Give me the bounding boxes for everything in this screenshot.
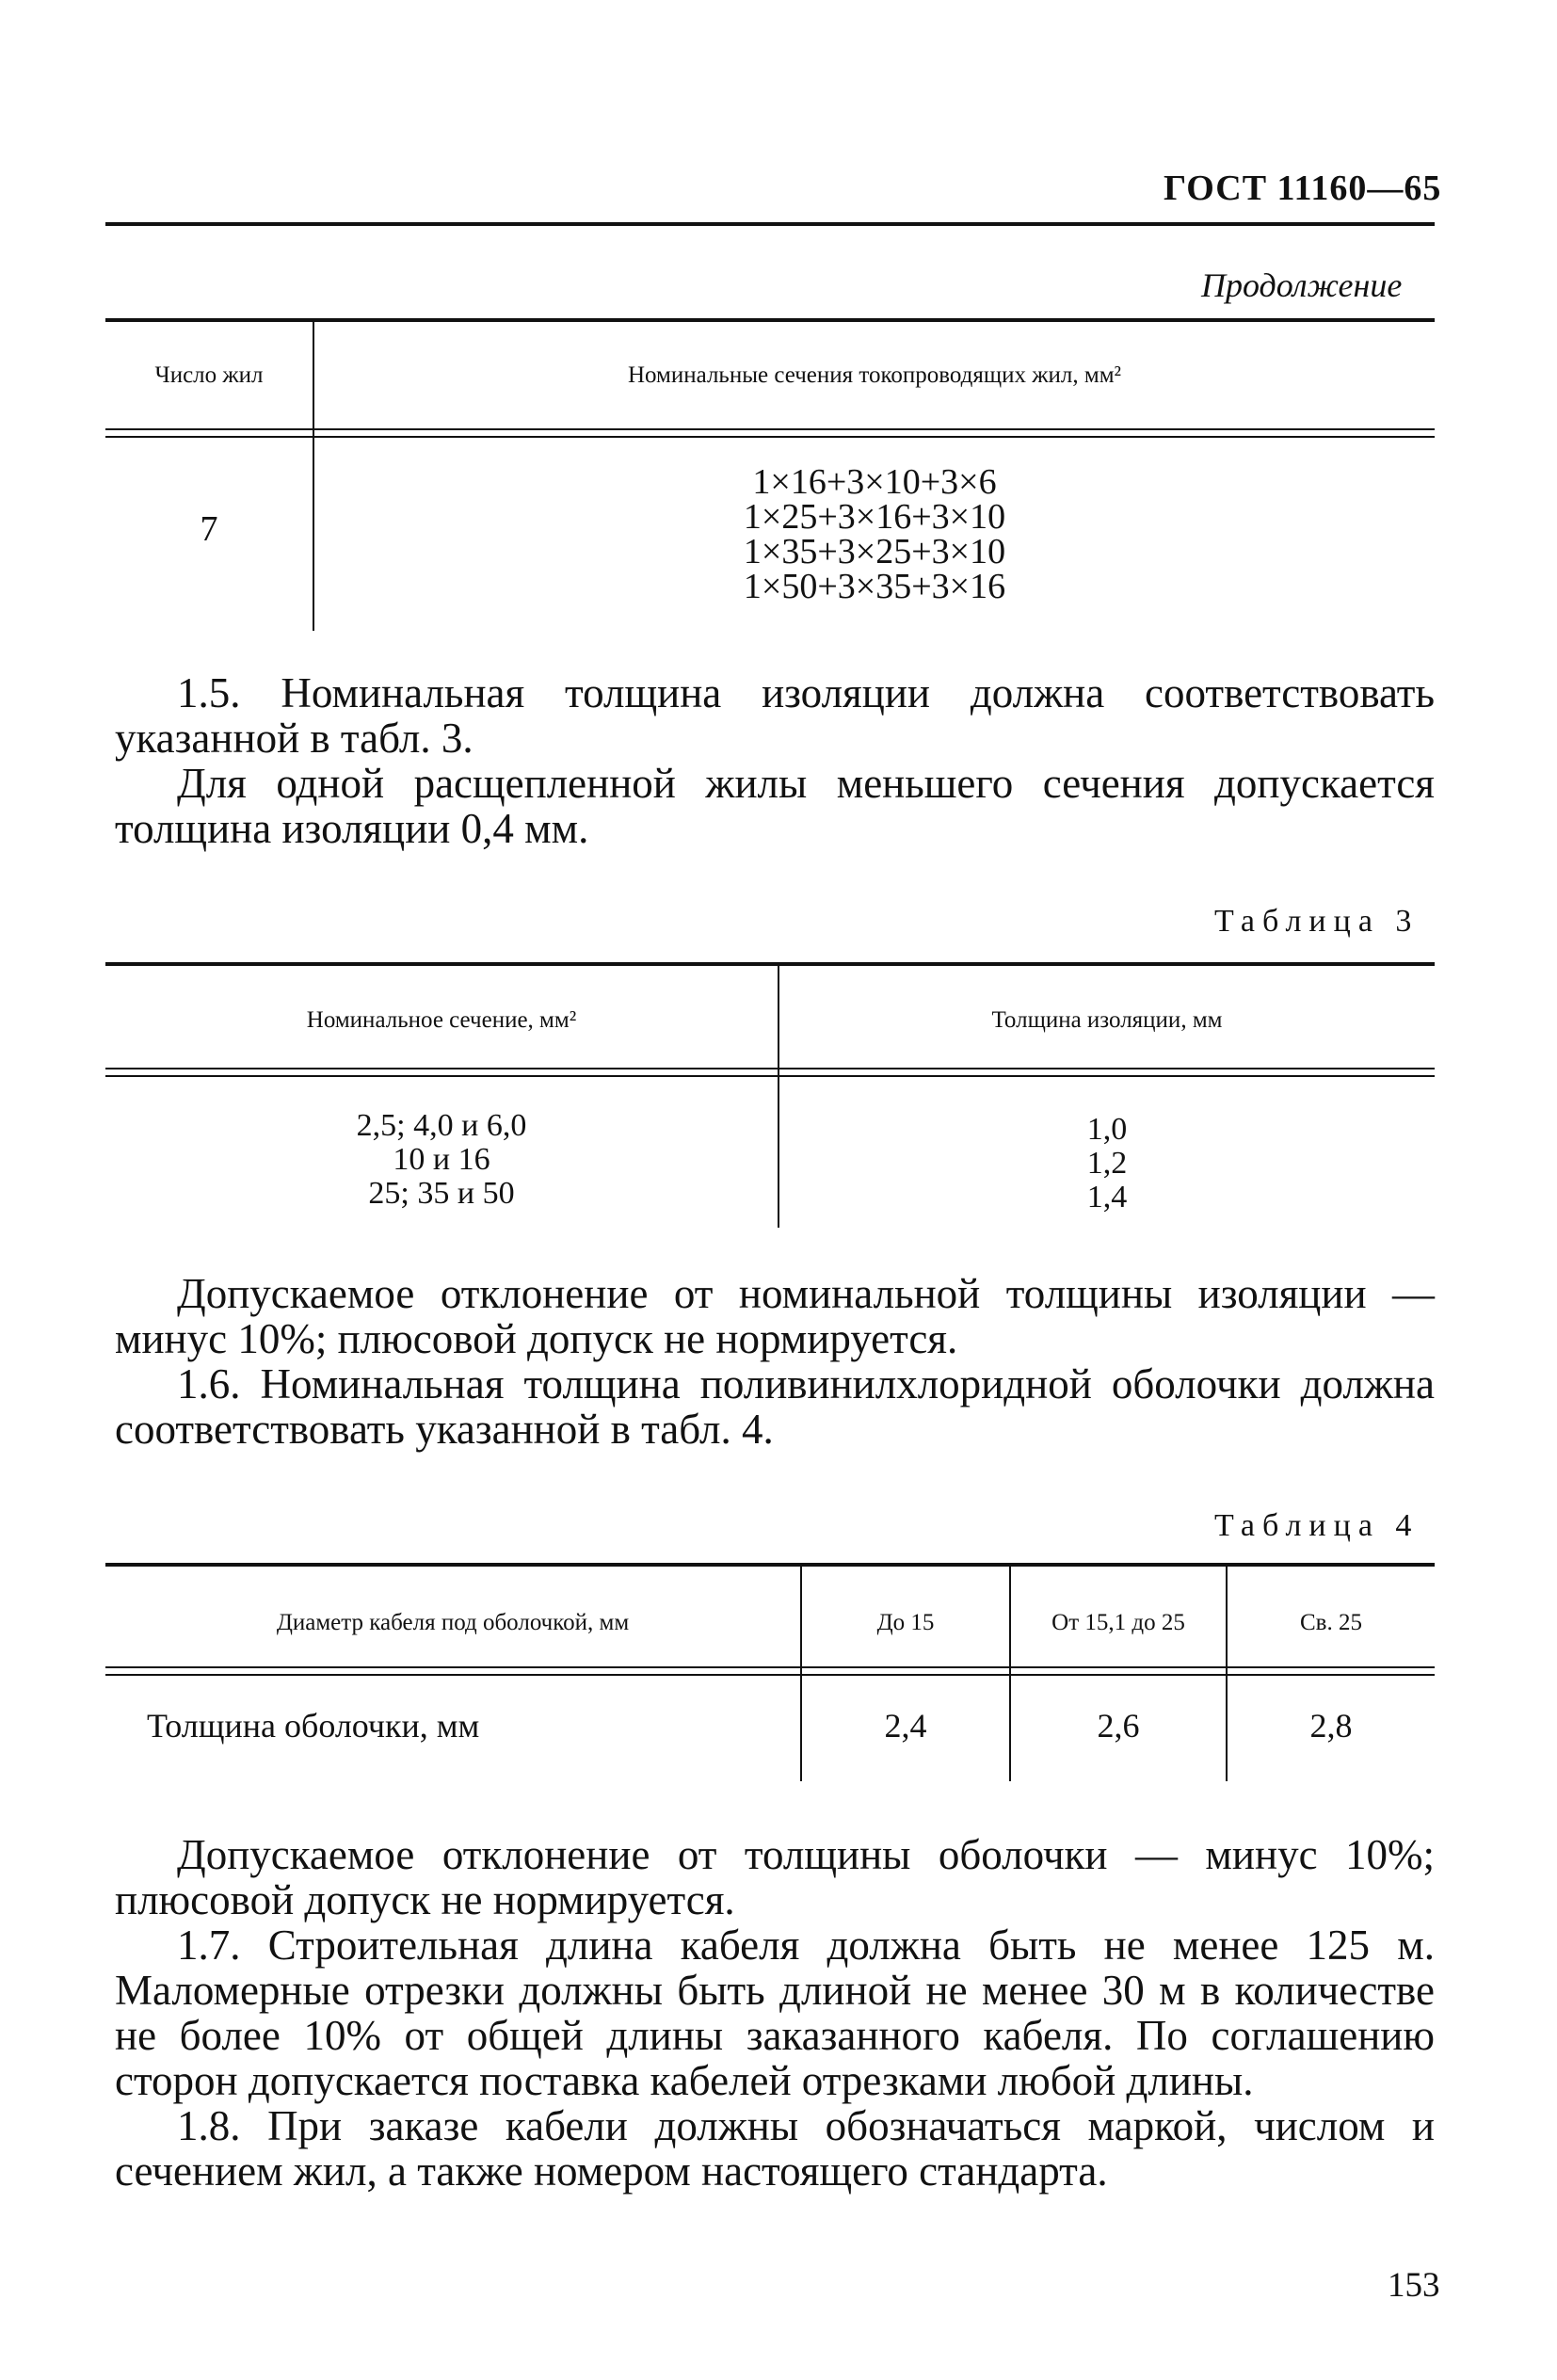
after-table3 <box>115 1271 1435 1452</box>
paragraph: 1.7. Строительная длина кабеля должна быть не менее 125 м. Маломерные отрезки должны быть длиной не менее 30 м в количестве не более 10% от общей длины заказанного кабеля. По соглашению сторон допускается поставка кабелей отрезками любой длины. <box>115 1922 1435 2104</box>
table4-col-header: До 15 <box>876 1610 935 1635</box>
table3-thickness-value: 1,0 <box>1086 1112 1128 1147</box>
table3-header-rule-1 <box>105 1068 1435 1069</box>
table3-section: 10 и 16 <box>393 1142 490 1177</box>
table4-header-rule-1 <box>105 1666 1435 1668</box>
table4-row-label: Толщина оболочки, мм <box>147 1707 480 1745</box>
table4-value: 2,4 <box>884 1707 927 1745</box>
section-line: 1×25+3×16+3×10 <box>743 497 1006 537</box>
table4-col-header: Св. 25 <box>1300 1610 1362 1635</box>
paragraph: Для одной расщепленной жилы меньшего сечения допускается толщина изоляции 0,4 мм. <box>115 760 1435 852</box>
table-cont-header-rule-1 <box>105 428 1435 430</box>
table3-sections <box>105 1109 778 1211</box>
table3-top-rule <box>105 962 1435 966</box>
paragraph: Допускаемое отклонение от толщины оболочки — минус 10%; плюсовой допуск не нормируется. <box>115 1831 1435 1923</box>
table4-divider-2 <box>1009 1565 1011 1781</box>
table4-divider-1 <box>800 1565 802 1781</box>
paragraph: 1.6. Номинальная толщина поливинилхлоридной оболочки должна соответствовать указанной в табл. 4. <box>115 1360 1435 1453</box>
table-cont-header-rule-2 <box>105 436 1435 438</box>
section-line: 1×50+3×35+3×16 <box>743 567 1006 606</box>
table3-section: 25; 35 и 50 <box>368 1176 515 1211</box>
paragraph: Допускаемое отклонение от номинальной толщины изоляции — минус 10%; плюсовой допуск не нормируется. <box>115 1270 1435 1362</box>
table4-row-header: Диаметр кабеля под оболочкой, мм <box>276 1610 630 1635</box>
table4-value: 2,6 <box>1097 1707 1140 1745</box>
table3-thickness <box>779 1113 1435 1214</box>
continuation-label: Продолжение <box>1201 266 1403 304</box>
table-cont-col2-header: Номинальные сечения токопроводящих жил, мм² <box>627 362 1122 388</box>
table3-col1-header: Номинальное сечение, мм² <box>306 1007 577 1033</box>
table3-thickness-value: 1,2 <box>1086 1146 1128 1181</box>
section-line: 1×35+3×25+3×10 <box>743 532 1006 571</box>
table3-col2-header: Толщина изоляции, мм <box>991 1007 1223 1033</box>
table-cont-col1-header: Число жил <box>154 362 264 388</box>
section-line: 1×16+3×10+3×6 <box>752 462 997 502</box>
paragraph: 1.8. При заказе кабели должны обозначаться маркой, числом и сечением жил, а также номером настоящего стандарта. <box>115 2102 1435 2195</box>
section-1-5 <box>115 670 1435 851</box>
table-cont-count: 7 <box>200 509 218 549</box>
table3-title: Таблица 3 <box>1214 904 1420 939</box>
page-number: 153 <box>1388 2266 1440 2305</box>
table3-thickness-value: 1,4 <box>1086 1180 1128 1214</box>
paragraph: 1.5. Номинальная толщина изоляции должна соответствовать указанной в табл. 3. <box>115 669 1435 762</box>
header-rule <box>105 222 1435 226</box>
table4-top-rule <box>105 1563 1435 1567</box>
table4-title: Таблица 4 <box>1214 1508 1420 1543</box>
standard-header: ГОСТ 11160—65 <box>1164 169 1442 208</box>
table-cont-top-rule <box>105 318 1435 322</box>
table-cont-sections <box>314 462 1435 606</box>
table4-header-rule-2 <box>105 1674 1435 1676</box>
table3-header-rule-2 <box>105 1075 1435 1077</box>
table4-value: 2,8 <box>1309 1707 1353 1745</box>
after-table4 <box>115 1832 1435 2194</box>
table4-col-header: От 15,1 до 25 <box>1051 1610 1185 1635</box>
table4-divider-3 <box>1226 1565 1228 1781</box>
table3-section: 2,5; 4,0 и 6,0 <box>356 1108 527 1143</box>
